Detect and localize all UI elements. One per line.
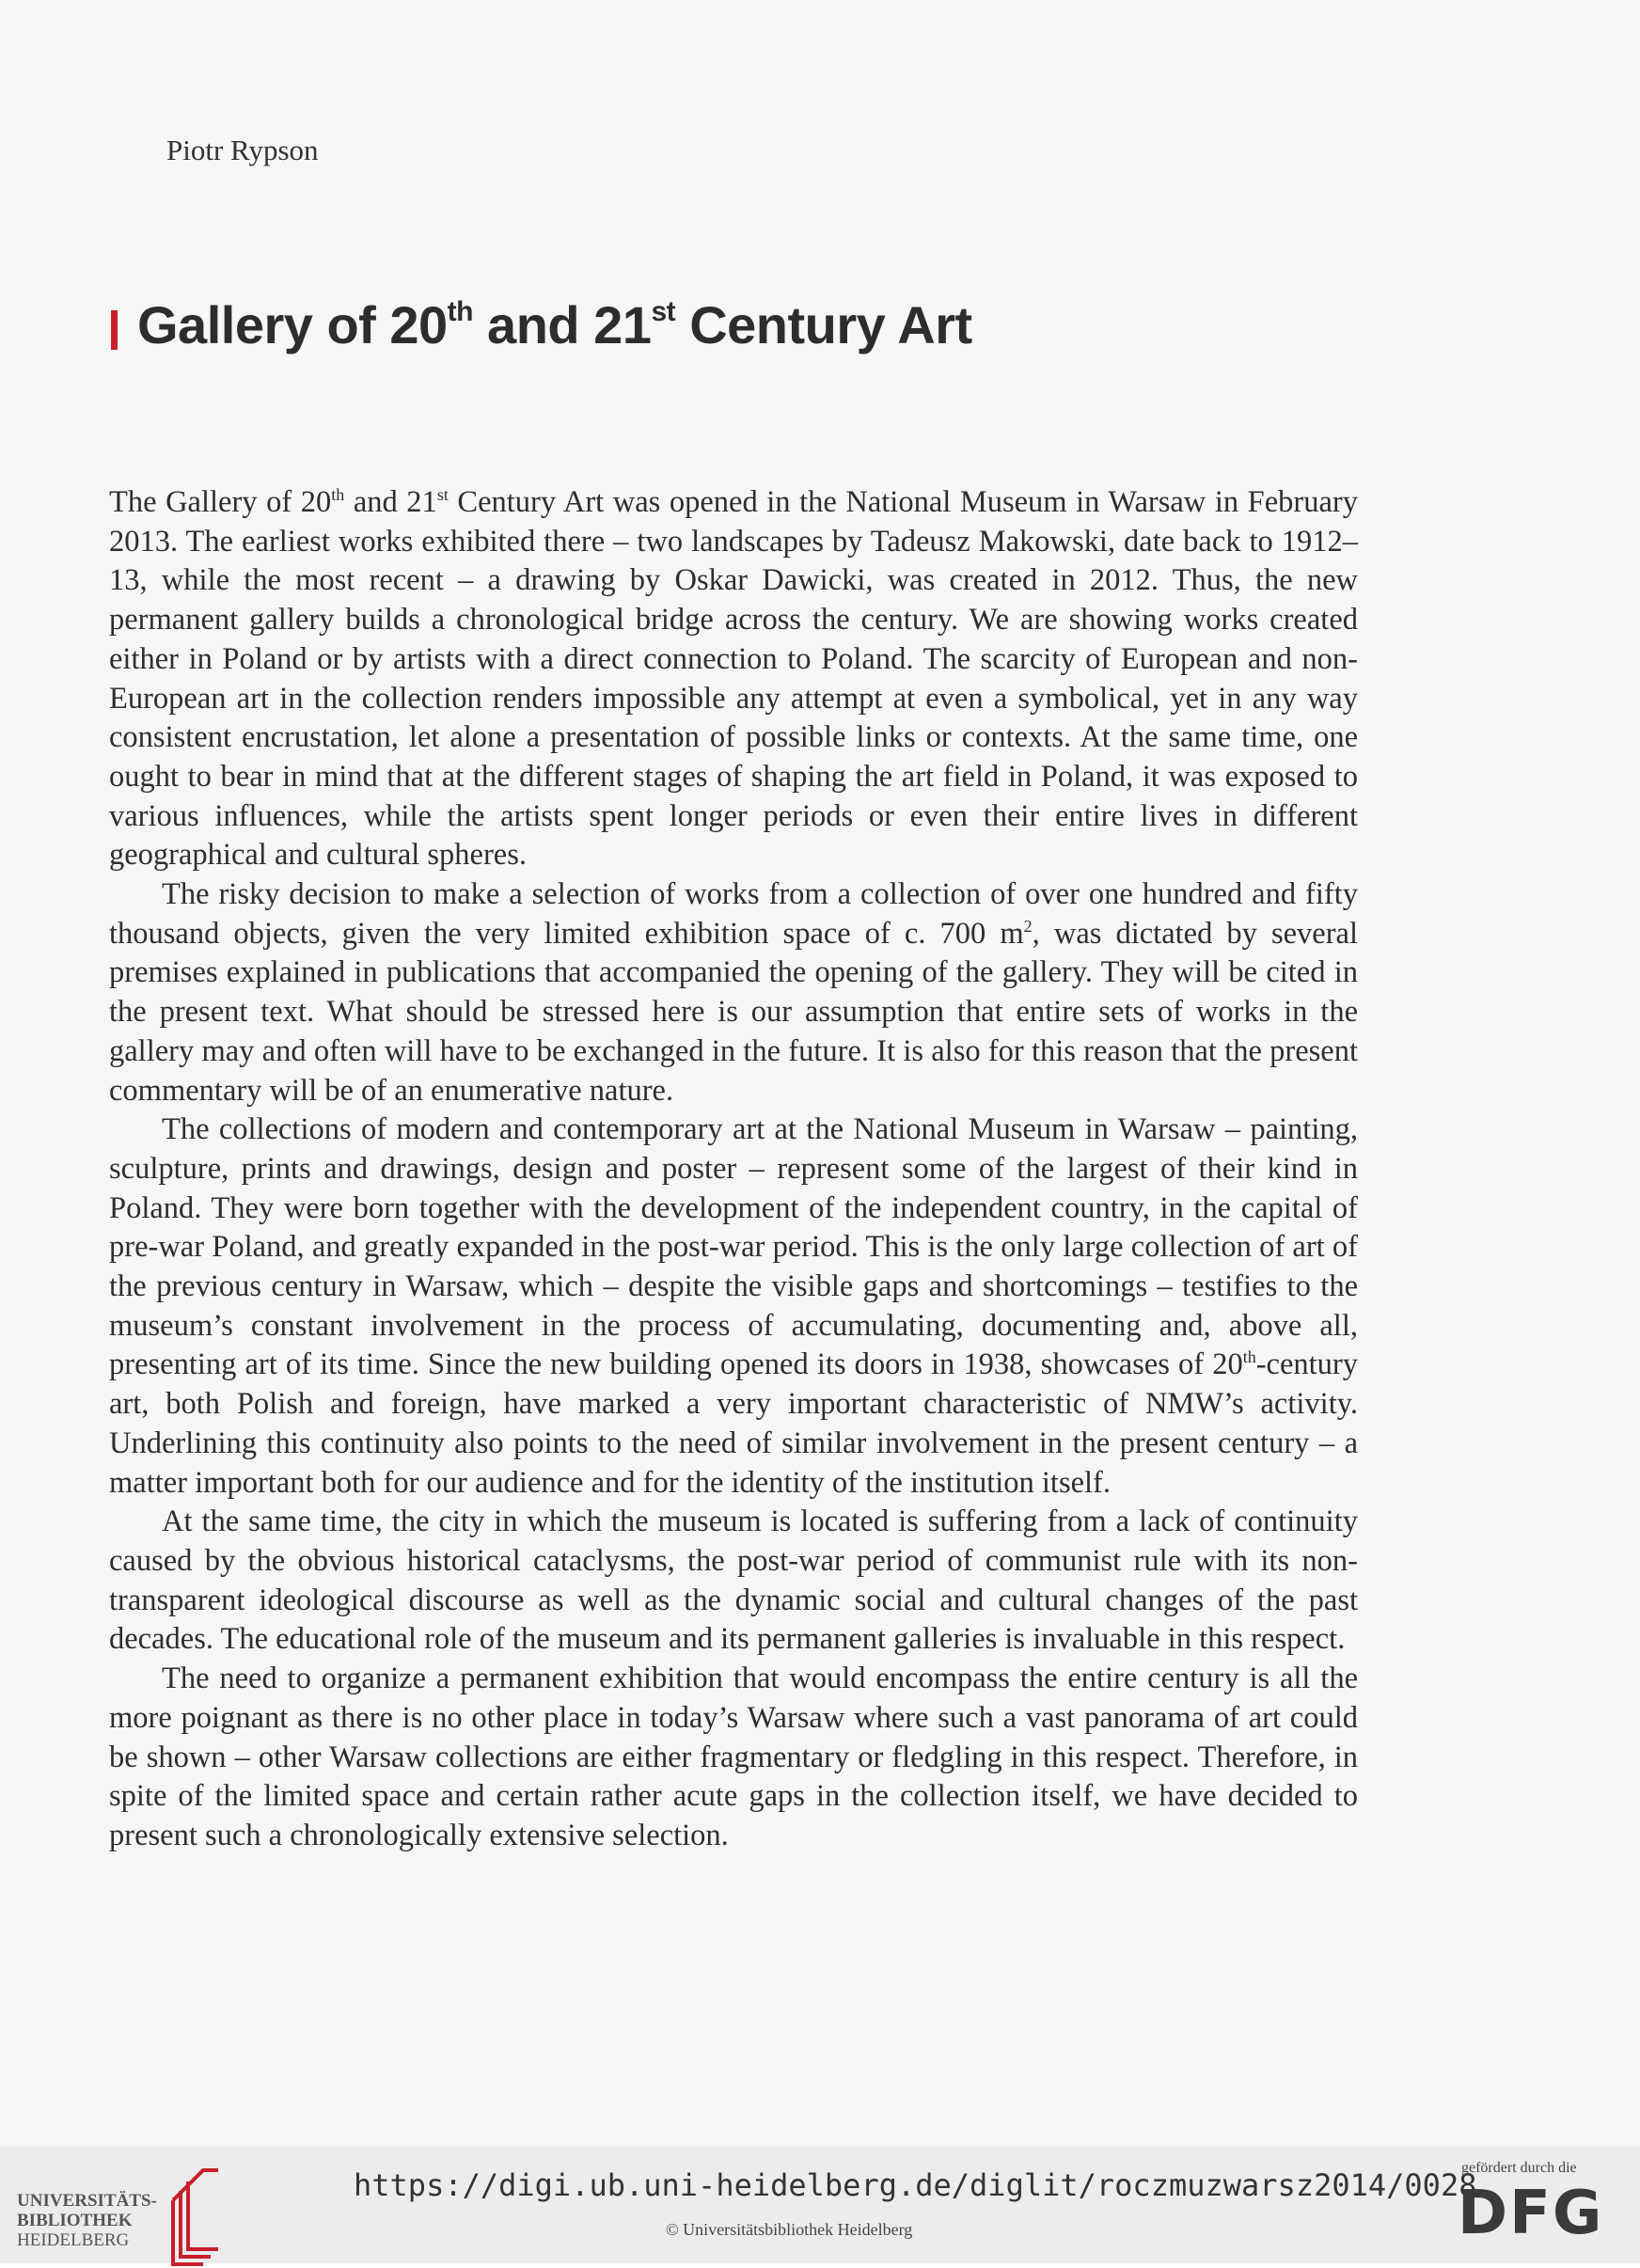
library-logo-icon <box>166 2163 226 2268</box>
paragraph-1-text-b: and 21 <box>344 485 437 519</box>
paragraph-1-sup-1: th <box>331 485 345 505</box>
paragraph-3-text-b: -century art, both Polish and foreign, have marked a very important characteristic of NMW’s activity. Underlining this continuity also points to the need of similar involvement in the present century – a matter important both for our audience and for the identity of the institution itself. <box>109 1347 1358 1500</box>
paragraph-1-text-c: Century Art was opened in the National Museum in Warsaw in February 2013. The earliest works exhibited there – two landscapes by Tadeusz Makowski, date back to 1912–13, while the most recent – a drawing by Oskar Dawicki, was created in 2012. Thus, the new permanent gallery builds a chronological bridge across the century. We are showing works created either in Poland or by artists with a direct connection to Poland. The scarcity of European and non-European art in the collection renders impossible any attempt at even a symbolical, yet in any way consistent encrustation, let alone a presentation of possible links or contexts. At the same time, one ought to bear in mind that at the different stages of shaping the art field in Poland, it was exposed to various influences, while the artists spent longer periods or even their entire lives in different geographical and cultural spheres. <box>109 485 1358 873</box>
library-logo-text <box>17 2191 167 2250</box>
library-line-1: UNIVERSITÄTS- <box>17 2191 157 2211</box>
title-accent-bar <box>111 310 118 350</box>
author-name: Piotr Rypson <box>166 134 319 166</box>
library-line-3: HEIDELBERG <box>17 2230 130 2250</box>
funding-label: gefördert durch die <box>1461 2160 1577 2176</box>
paragraph-3-sup: th <box>1242 1347 1256 1367</box>
page-title <box>137 294 972 355</box>
paragraph-3-text-a: The collections of modern and contemporary art at the National Museum in Warsaw – painting, sculpture, prints and drawings, design and poster – represent some of the largest of their kind in Poland. They were born together with the development of the independent country, in the capital of pre-war Poland, and greatly expanded in the post-war period. This is the only large collection of art of the previous century in Warsaw, which – despite the visible gaps and shortcomings – testifies to the museum’s constant involvement in the process of accumulating, documenting and, above all, presenting art of its time. Since the new building opened its doors in 1938, showcases of 20 <box>109 1112 1358 1382</box>
title-text-1: Gallery of 20 <box>137 295 448 354</box>
title-text-2: and 21 <box>473 295 652 354</box>
paragraph-4: At the same time, the city in which the museum is located is suffering from a lack of continuity caused by the obvious historical cataclysms, the post-war period of communist rule with its non-transparent ideological discourse as well as the dynamic social and cultural changes of the past decades. The educational role of the museum and its permanent galleries is invaluable in this respect. <box>109 1504 1358 1657</box>
body-text <box>109 483 1358 1856</box>
paragraph-2-sup: 2 <box>1023 916 1033 936</box>
paragraph-2-text-b: , was dictated by several premises explained in publications that accompanied the opening of the gallery. They will be cited in the present text. What should be stressed here is our assumption that entire sets of works in the gallery may and often will have to be exchanged in the future. It is also for this reason that the present commentary will be of an enumerative nature. <box>109 916 1358 1108</box>
dfg-logo: DFG <box>1458 2179 1604 2248</box>
paragraph-5: The need to organize a permanent exhibition that would encompass the entire century is all the more poignant as there is no other place in today’s Warsaw where such a vast panorama of art could be shown – other Warsaw collections are either fragmentary or fledgling in this respect. Therefore, in spite of the limited space and certain rather acute gaps in the collection itself, we have decided to present such a chronologically extensive selection. <box>109 1662 1358 1852</box>
paragraph-3 <box>109 1110 1358 1503</box>
paragraph-1 <box>109 483 1358 875</box>
source-url-link[interactable]: https://digi.ub.uni-heidelberg.de/diglit/roczmuzwarsz2014/0028 <box>354 2167 1477 2203</box>
paragraph-2 <box>109 875 1358 1110</box>
copyright-notice: © Universitätsbibliothek Heidelberg <box>666 2220 913 2239</box>
library-line-2: BIBLIOTHEK <box>17 2211 133 2230</box>
paragraph-1-sup-2: st <box>436 485 449 505</box>
paragraph-1-text-a: The Gallery of 20 <box>109 485 332 519</box>
title-text-3: Century Art <box>675 295 972 354</box>
paragraph-2-text-a: The risky decision to make a selection of works from a collection of over one hundred and fifty thousand objects, given the very limited exhibition space of c. 700 m <box>109 877 1358 951</box>
title-sup-2: st <box>651 296 676 328</box>
title-sup-1: th <box>447 296 473 328</box>
footer-bar <box>0 2147 1640 2263</box>
